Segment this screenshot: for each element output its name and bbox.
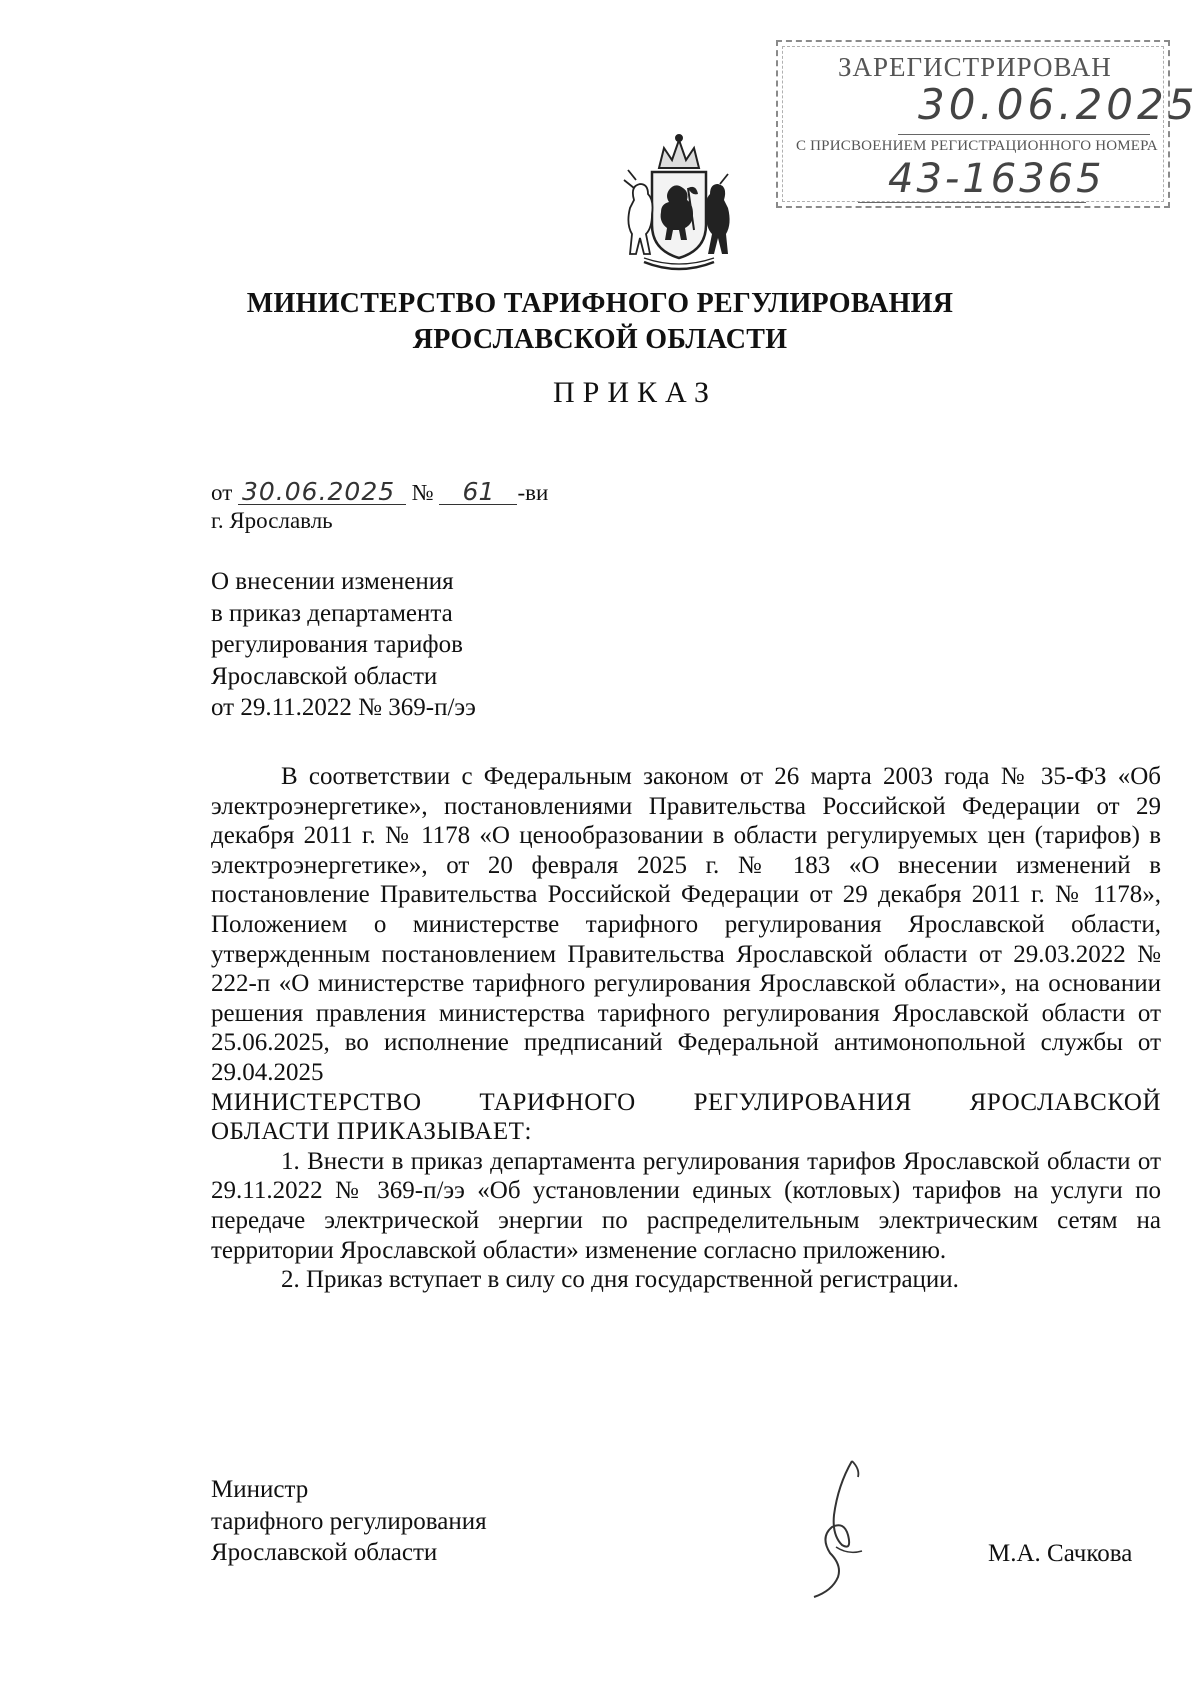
document-type-title: ПРИКАЗ — [553, 376, 717, 409]
order-number-suffix: -ви — [517, 480, 549, 505]
order-date: 30.06.2025 — [238, 480, 406, 505]
ministry-name-line2: ЯРОСЛАВСКОЙ ОБЛАСТИ — [412, 324, 788, 355]
signer-position-line: тарифного регулирования — [211, 1507, 487, 1535]
subject-line: О внесении изменения — [211, 568, 454, 595]
decree-line: ОБЛАСТИ ПРИКАЗЫВАЕТ: — [211, 1118, 532, 1146]
signer-position — [211, 1474, 487, 1569]
subject-line: Ярославской области — [211, 662, 438, 690]
coat-of-arms-icon — [614, 130, 744, 280]
registration-stamp — [776, 40, 1199, 208]
subject-line: от 29.11.2022 № 369-п/ээ — [211, 694, 476, 721]
stamp-caption: С ПРИСВОЕНИЕМ РЕГИСТРАЦИОННОГО НОМЕРА — [796, 138, 1158, 154]
order-item-1: 1. Внести в приказ департамента регулирования тарифов Ярославской области от 29.11.2022 № 369-п/ээ «Об установлении единых (котловых) тарифов на услуги по передаче электрической энергии по распределительным электрическим сетям на территории Ярославской области» изменение согласно приложению. — [211, 1147, 1161, 1264]
signer-position-line: Министр — [211, 1476, 309, 1503]
stamp-date-underline — [898, 134, 1150, 135]
stamp-number-underline — [858, 202, 1086, 203]
decree-line: МИНИСТЕРСТВО ТАРИФНОГО РЕГУЛИРОВАНИЯ ЯРОСЛАВСКОЙ — [211, 1088, 1161, 1116]
handwritten-signature-icon — [798, 1455, 908, 1600]
subject-line: в приказ департамента — [211, 599, 453, 627]
ministry-name-line1: МИНИСТЕРСТВО ТАРИФНОГО РЕГУЛИРОВАНИЯ — [246, 288, 954, 319]
city: г. Ярославль — [211, 508, 333, 533]
order-subject — [211, 566, 476, 724]
stamp-title: ЗАРЕГИСТРИРОВАН — [838, 52, 1112, 82]
preamble-paragraph: В соответствии с Федеральным законом от 26 марта 2003 года № 35-ФЗ «Об электроэнергетике», постановлениями Правительства Российской Федерации от 29 декабря 2011 г. № 1178 «О ценообразовании в области регулируемых цен (тарифов) в электроэнергетике», от 20 февраля 2025 г. № 183 «О внесении изменений в постановление Правительства Российской Федерации от 29 декабря 2011 г. № 1178», Положением о министерстве тарифного регулирования Ярославской области, утвержденным постановлением Правительства Ярославской области от 29.03.2022 № 222-п «О министерстве тарифного регулирования Ярославской области», на основании решения правления министерства тарифного регулирования Ярославской области от 25.06.2025, во исполнение предписаний Федеральной антимонопольной службы от 29.04.2025 — [211, 763, 1161, 1086]
order-date-number-line — [211, 478, 548, 508]
from-label: от — [211, 480, 233, 505]
subject-line: регулирования тарифов — [211, 631, 463, 658]
stamp-date: 30.06.2025 — [918, 80, 1199, 129]
order-item-2: 2. Приказ вступает в силу со дня государственной регистрации. — [281, 1266, 959, 1294]
signer-position-line: Ярославской области — [211, 1539, 438, 1566]
order-body — [211, 762, 1161, 1295]
signer-name: М.А. Сачкова — [988, 1540, 1133, 1567]
order-number: 61 — [439, 480, 517, 505]
number-label: № — [411, 480, 434, 505]
stamp-registration-number: 43-16365 — [888, 156, 1105, 202]
